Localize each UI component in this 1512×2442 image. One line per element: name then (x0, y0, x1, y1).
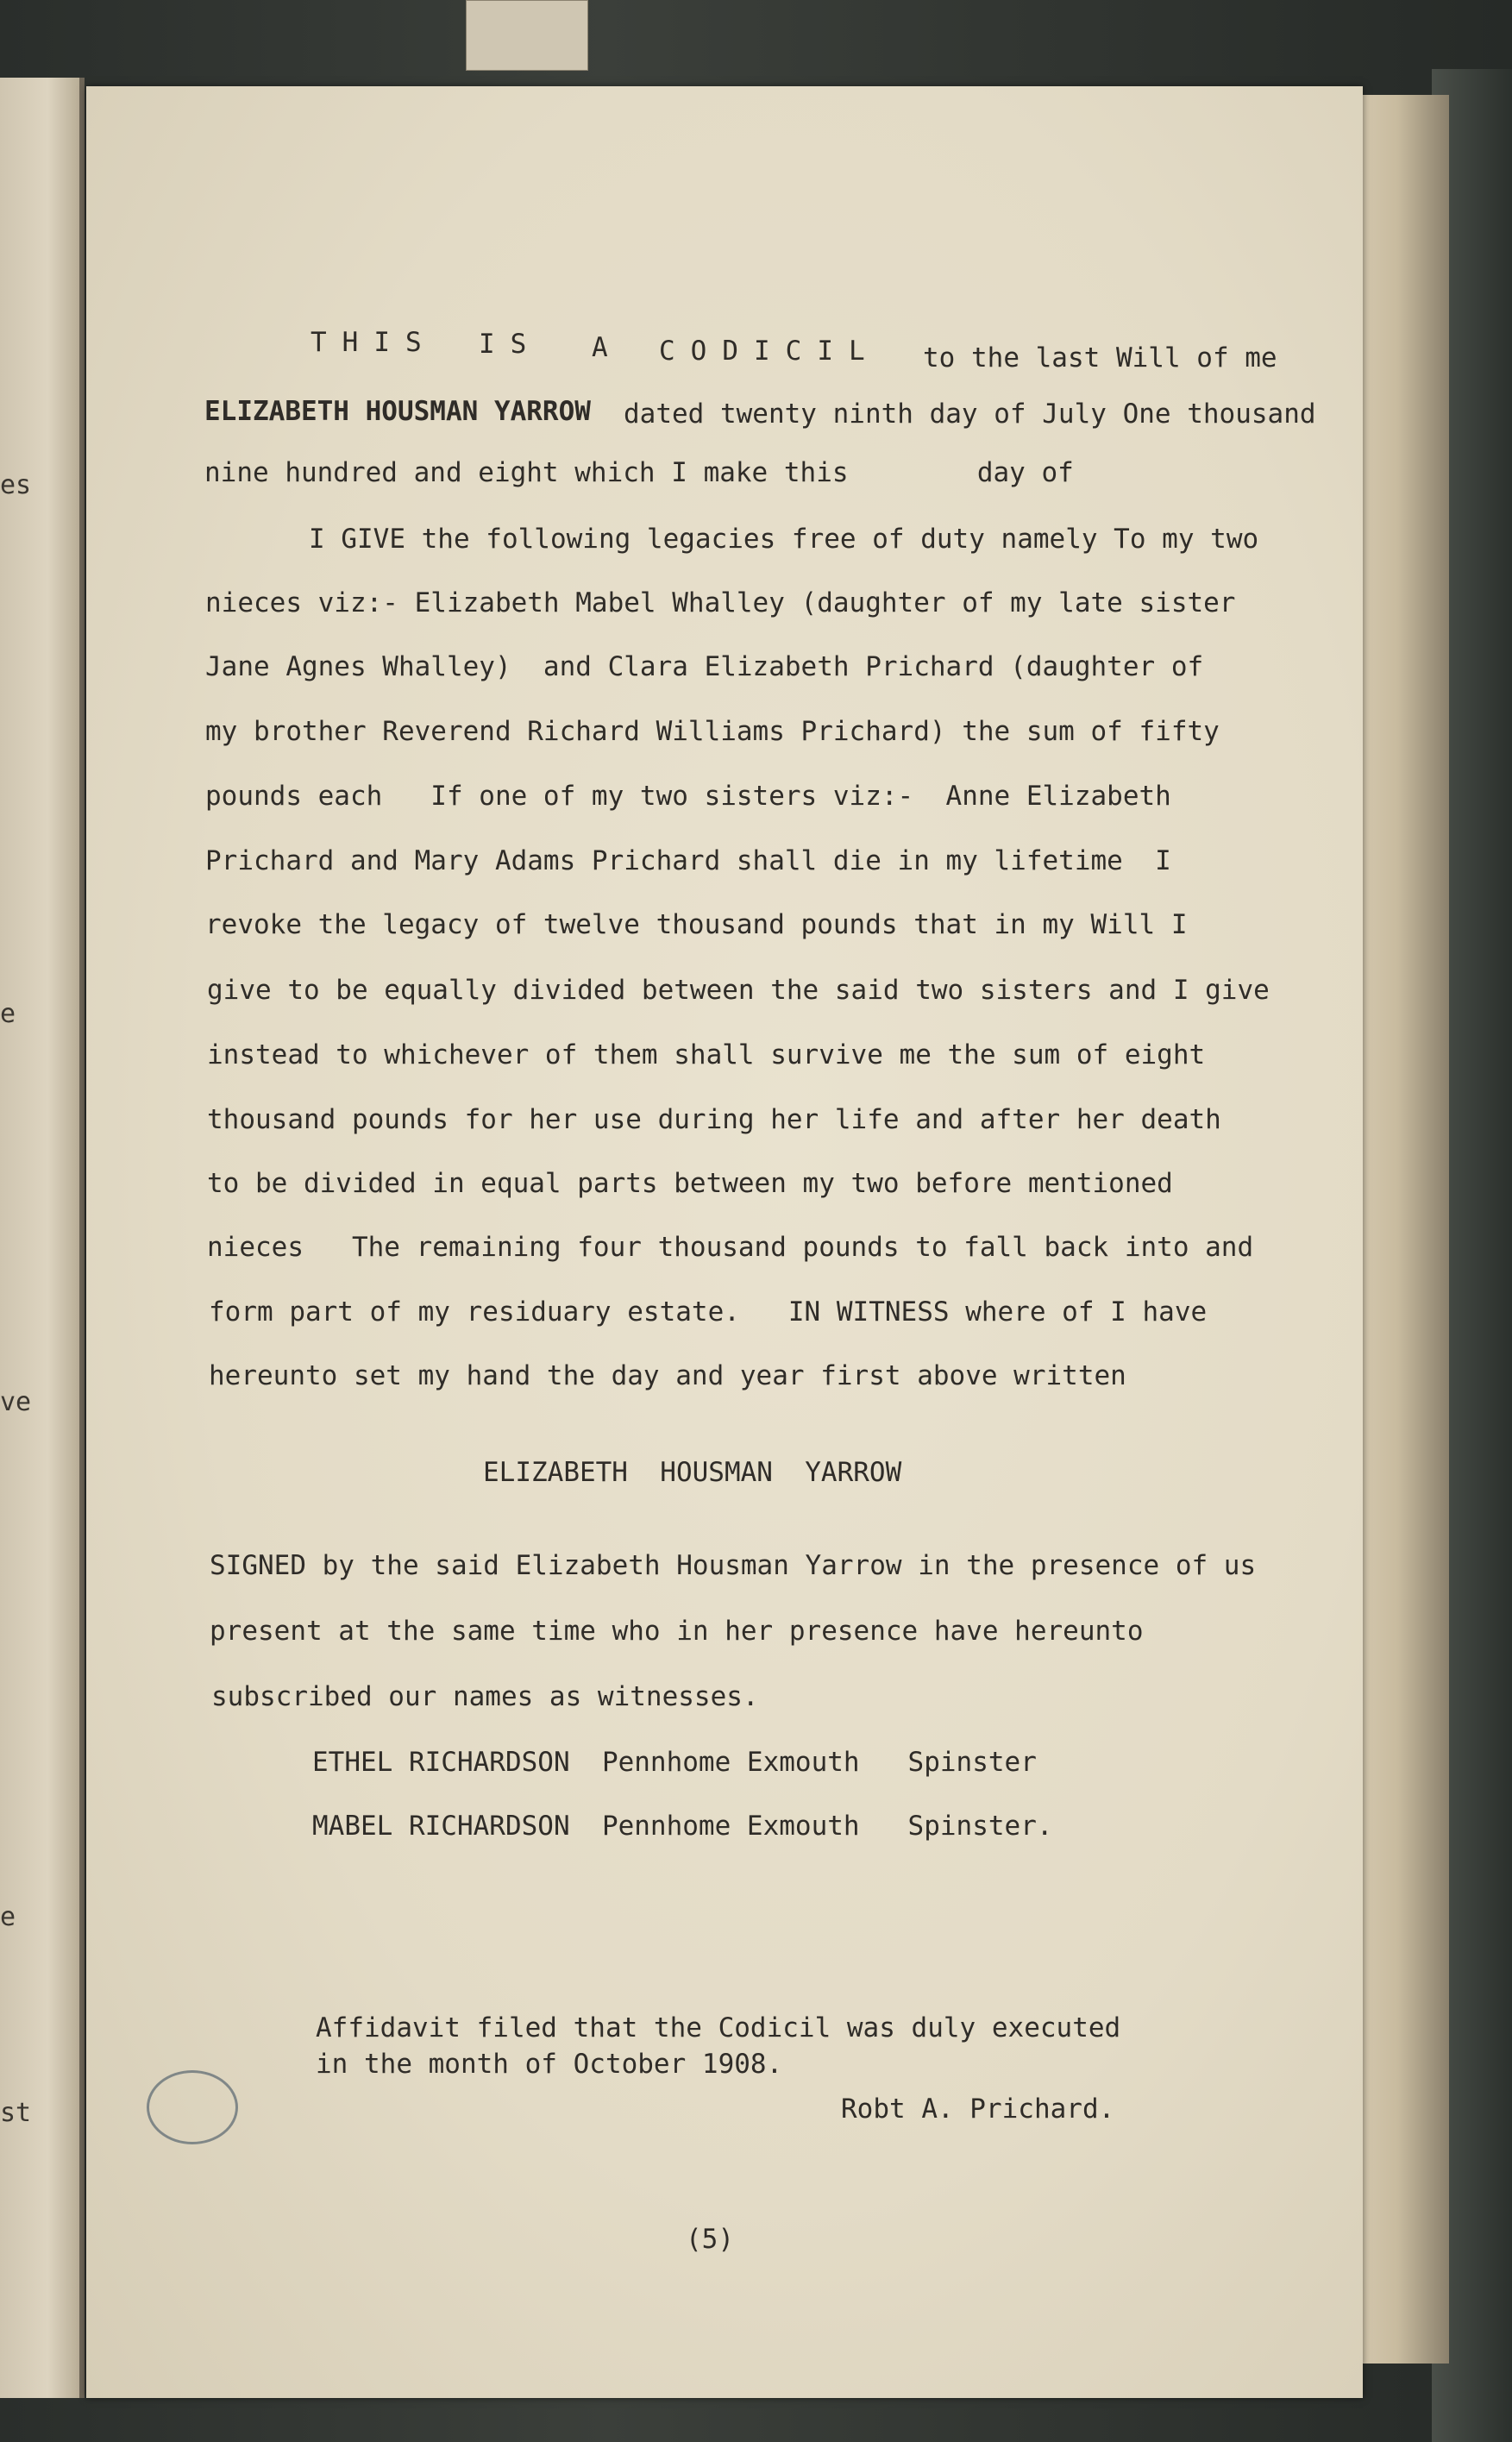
facing-page-fragment: st (0, 2098, 32, 2128)
body-line: thousand pounds for her use during her life and after her death (207, 1104, 1221, 1135)
body-line: give to be equally divided between the said two sisters and I give (207, 975, 1270, 1006)
attestation-line: present at the same time who in her presence have hereunto (210, 1616, 1144, 1647)
affidavit-signature: Robt A. Prichard. (841, 2094, 1115, 2125)
facing-page-fragment: es (0, 470, 32, 500)
index-tab (466, 0, 588, 71)
witness-line: ETHEL RICHARDSON Pennhome Exmouth Spinster (312, 1747, 1037, 1778)
heading-word: A (592, 332, 624, 363)
body-line: nieces viz:- Elizabeth Mabel Whalley (daughter of my late sister (205, 587, 1236, 618)
body-line: pounds each If one of my two sisters viz:- Anne Elizabeth (205, 781, 1171, 812)
body-line: nine hundred and eight which I make this day of (204, 457, 1074, 488)
body-line: instead to whichever of them shall survive me the sum of eight (207, 1039, 1206, 1070)
body-line: Prichard and Mary Adams Prichard shall die in my lifetime I (205, 845, 1171, 876)
body-line: form part of my residuary estate. IN WITNESS where of I have (209, 1296, 1208, 1328)
facing-page (0, 78, 85, 2398)
body-line: hereunto set my hand the day and year first above written (209, 1360, 1126, 1391)
affidavit-line: Affidavit filed that the Codicil was duly executed (316, 2012, 1121, 2043)
affidavit-line: in the month of October 1908. (316, 2049, 783, 2080)
facing-page-fragment: e (0, 1902, 16, 1932)
body-line: to the last Will of me (923, 342, 1277, 374)
body-line: nieces The remaining four thousand pounds to fall back into and (207, 1232, 1254, 1263)
heading-word: THIS (311, 327, 437, 358)
body-line: my brother Reverend Richard Williams Prichard) the sum of fifty (205, 716, 1220, 747)
page-number: (5) (686, 2224, 734, 2255)
body-line: revoke the legacy of twelve thousand pounds that in my Will I (205, 909, 1188, 940)
heading-word: CODICIL (659, 336, 881, 367)
body-line: Jane Agnes Whalley) and Clara Elizabeth Prichard (daughter of (205, 651, 1204, 682)
testator-name: ELIZABETH HOUSMAN YARROW (204, 396, 591, 427)
attestation-line: subscribed our names as witnesses. (211, 1681, 759, 1712)
attestation-line: SIGNED by the said Elizabeth Housman Yarrow in the presence of us (210, 1550, 1257, 1581)
heading-word: IS (479, 329, 543, 360)
body-line: dated twenty ninth day of July One thousand (624, 399, 1316, 430)
typed-signature: ELIZABETH HOUSMAN YARROW (483, 1457, 902, 1488)
body-line: I GIVE the following legacies free of duty namely To my two (309, 524, 1259, 555)
body-line: to be divided in equal parts between my two before mentioned (207, 1168, 1173, 1199)
facing-page-fragment: ve (0, 1387, 32, 1417)
witness-line: MABEL RICHARDSON Pennhome Exmouth Spinster. (312, 1811, 1053, 1842)
facing-page-fragment: e (0, 999, 16, 1029)
archive-stamp (147, 2070, 238, 2144)
